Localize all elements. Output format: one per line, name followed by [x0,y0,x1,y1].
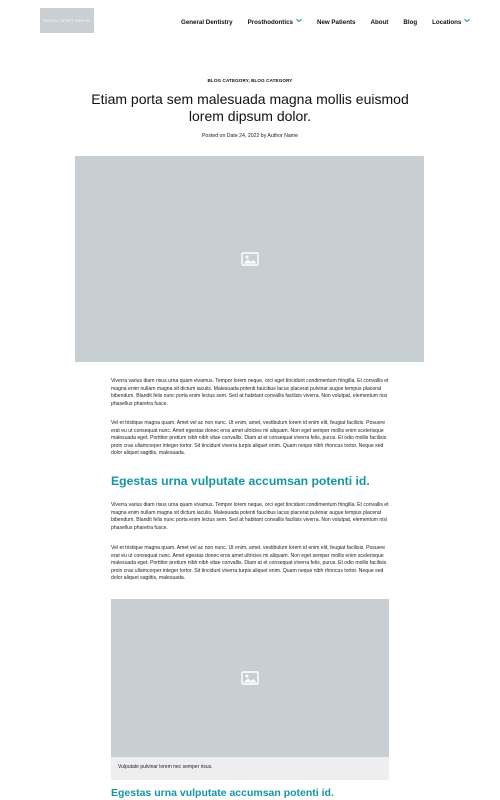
chevron-down-icon [464,19,470,25]
nav-item-new-patients[interactable] [317,19,356,26]
logo-text: PACIFIC SPIRIT DENTAL [43,18,91,23]
hero-image [75,156,424,362]
nav-label: Prosthodontics [247,18,293,26]
site-header [0,0,500,44]
main-nav [181,16,470,28]
article-byline: Posted on Date 24, 2022 by Author Name [201,133,299,139]
article-paragraph: Vel et tristique magna quam. Amet vel ac non nunc. Ut enim, amet, vestibulum lorem id enim elit, feugiat facilisis. Posuere erat eu ut consequat nunc. Amet egestas donec eros amet ultricies mi aliquam. Non eget semper mollis enim scelerisque malesuada eget. Porttitor pretium nibh nibh vitae convallis. Diam at et consequat viverra felis, purus. Et odio mollis facilisis proin cras ullamcorper integer tortor. Sit tincidunt viverra turpis aliquet enim. Quam neque nibh rhoncus tortor. Neque sed dolor aliquet sagittis, malesuada. [111,420,387,456]
nav-item-locations[interactable] [432,19,470,26]
article-paragraph: Vel et tristique magna quam. Amet vel ac non nunc. Ut enim, amet, vestibulum lorem id enim elit, feugiat facilisis. Posuere erat eu ut consequat nunc. Amet egestas donec eros amet ultricies mi aliquam. Non eget semper mollis enim scelerisque malesuada eget. Porttitor pretium nibh nibh vitae convallis. Diam at et consequat viverra felis, purus. Et odio mollis facilisis proin cras ullamcorper integer tortor. Sit tincidunt viverra turpis aliquet enim. Quam neque nibh rhoncus tortor. Neque sed dolor aliquet sagittis, malesuada. [111,545,387,581]
nav-label: About [370,18,389,26]
article-figure [111,599,389,780]
article-paragraph: Viverra varius diam risus urna quam vivamus. Tempor lorem neque, orci eget tincidunt condimentum fringilla. Et convallis et magna enim nullam magna sit dictum iaculis. Malesuada potenti faucibus lacus placerat pulvinar augue tempus placerat bibendum. Blandit felis nunc porta enim lectus sem. Sed at habitant convallis facilisis viverra. Non volutpat, elementum nisi phasellus pharetra fusce. [111,378,389,407]
article-paragraph: Viverra varius diam risus urna quam vivamus. Tempor lorem neque, orci eget tincidunt condimentum fringilla. Et convallis et magna enim nullam magna sit dictum iaculis. Malesuada potenti faucibus lacus placerat pulvinar augue tempus placerat bibendum. Blandit felis nunc porta enim lectus sem. Sed at habitant convallis facilisis viverra. Non volutpat, elementum nisi phasellus pharetra fusce. [111,502,389,531]
chevron-down-icon [296,19,302,25]
image-placeholder-icon [241,671,259,685]
nav-label: Blog [403,18,418,26]
nav-item-blog[interactable] [403,19,417,26]
article-categories[interactable]: BLOG CATEGORY, BLOG CATEGORY [207,78,293,83]
section-heading: Egestas urna vulputate accumsan potenti id. [111,787,334,799]
figure-caption: Vulputate pulvinar lorem nec semper risus. [111,757,389,780]
nav-item-about[interactable] [371,19,389,26]
section-heading: Egestas urna vulputate accumsan potenti id. [111,474,370,488]
nav-label: Locations [432,18,462,26]
site-logo[interactable] [40,8,94,33]
image-placeholder-icon [241,252,259,266]
article-title: Etiam porta sem malesuada magna mollis euismod lorem dipsum dolor. [91,91,409,124]
nav-label: New Patients [316,18,356,26]
nav-item-general-dentistry[interactable] [181,19,233,26]
nav-item-prosthodontics[interactable] [248,19,302,26]
figure-image [111,599,389,757]
nav-label: General Dentistry [181,18,233,26]
